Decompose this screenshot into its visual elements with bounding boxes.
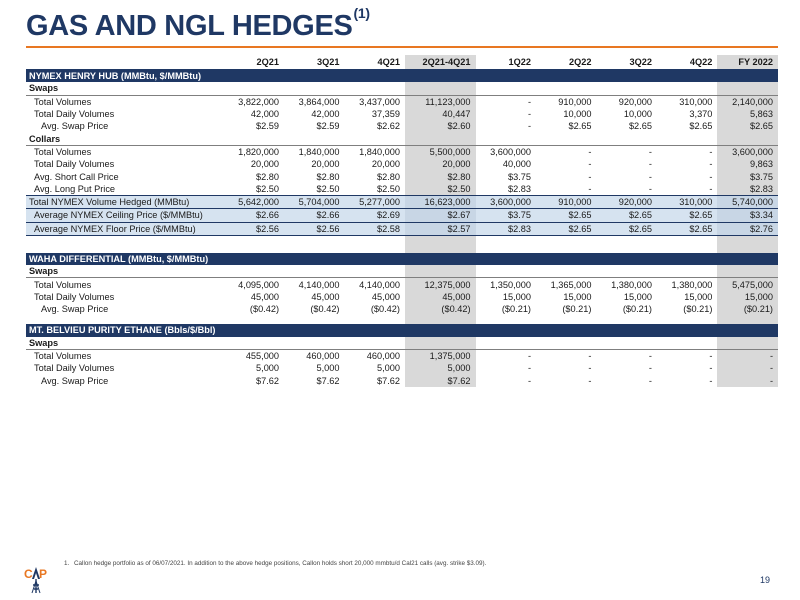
spacer-row: [26, 244, 778, 253]
cell-value: ($0.21): [717, 303, 778, 315]
gap-row: [26, 235, 778, 244]
cell-value: [657, 265, 717, 278]
data-row: [26, 291, 778, 303]
cell-value: -: [527, 109, 531, 120]
cell-value: -: [527, 375, 531, 386]
cell-value: [476, 265, 536, 278]
cell-value: -: [648, 363, 652, 374]
cell-value: [224, 244, 284, 253]
cell-value: [345, 315, 405, 324]
cell-value: [345, 337, 405, 350]
cell-value: [284, 82, 344, 95]
cell-value: $2.65: [536, 209, 596, 222]
cell-value: 15,000: [717, 291, 778, 303]
column-header: 3Q22: [596, 55, 656, 70]
row-label: [26, 235, 224, 244]
cell-value: $2.80: [405, 170, 476, 182]
cell-value: -: [709, 363, 713, 374]
cell-value: $2.56: [224, 222, 284, 235]
cell-value: [536, 244, 596, 253]
callon-logo-icon: [24, 565, 48, 595]
cell-value: [476, 235, 536, 244]
cell-value: 4,140,000: [359, 279, 400, 290]
cell-value: $2.67: [405, 209, 476, 222]
cell-value: 1,840,000: [359, 146, 400, 157]
cell-value: 460,000: [306, 351, 340, 362]
cell-value: [657, 82, 717, 95]
cell-value: -: [527, 121, 531, 132]
cell-value: 1,375,000: [405, 349, 476, 362]
data-row: [26, 362, 778, 374]
cell-value: 5,000: [316, 363, 340, 374]
cell-value: -: [588, 171, 592, 182]
cell-value: 42,000: [311, 109, 340, 120]
group-header-row: [26, 82, 778, 95]
data-row: [26, 95, 778, 108]
cell-value: -: [588, 375, 592, 386]
cell-value: -: [648, 351, 652, 362]
cell-value: 1,350,000: [490, 279, 531, 290]
column-header: 2Q21-4Q21: [405, 55, 476, 70]
row-label: Total NYMEX Volume Hedged (MMBtu): [26, 195, 224, 208]
cell-value: 3,370: [689, 109, 713, 120]
cell-value: 910,000: [558, 96, 592, 107]
row-label: Total Volumes: [34, 146, 92, 157]
cell-value: [345, 132, 405, 145]
row-label: Avg. Swap Price: [41, 121, 109, 132]
cell-value: $2.50: [316, 183, 340, 194]
cell-value: -: [648, 183, 652, 194]
cell-value: ($0.42): [249, 304, 280, 315]
cell-value: $2.56: [284, 222, 344, 235]
section-header: [26, 253, 778, 265]
total-row: [26, 195, 778, 208]
total-row: [26, 209, 778, 222]
cell-value: -: [648, 146, 652, 157]
cell-value: -: [527, 351, 531, 362]
hedges-table: [26, 55, 778, 387]
cell-value: $2.58: [345, 222, 405, 235]
cell-value: ($0.42): [310, 304, 340, 315]
data-row: [26, 349, 778, 362]
section-title: NYMEX HENRY HUB (MMBtu, $/MMBtu): [26, 70, 778, 83]
cell-value: 40,447: [405, 108, 476, 120]
cell-value: [596, 265, 656, 278]
cell-value: 3,600,000: [717, 145, 778, 158]
cell-value: $2.65: [657, 209, 717, 222]
cell-value: [284, 244, 344, 253]
column-header: FY 2022: [717, 55, 778, 70]
cell-value: -: [527, 363, 531, 374]
cell-value: 920,000: [596, 195, 656, 208]
column-header: 4Q21: [345, 55, 405, 70]
cell-value: $7.62: [376, 375, 400, 386]
cell-value: 37,359: [371, 109, 400, 120]
group-header-row: [26, 265, 778, 278]
cell-value: 5,500,000: [405, 145, 476, 158]
cell-value: ($0.42): [370, 304, 400, 315]
cell-value: $2.65: [717, 120, 778, 132]
cell-value: $2.65: [628, 121, 652, 132]
cell-value: [596, 82, 656, 95]
cell-value: 45,000: [311, 291, 340, 302]
cell-value: 310,000: [679, 96, 713, 107]
cell-value: $2.65: [536, 222, 596, 235]
cell-value: -: [527, 96, 531, 107]
cell-value: $7.62: [256, 375, 280, 386]
spacer-row: [26, 315, 778, 324]
cell-value: -: [588, 363, 592, 374]
cell-value: [224, 315, 284, 324]
row-label: Total Daily Volumes: [34, 109, 115, 120]
cell-value: [657, 132, 717, 145]
cell-value: 5,475,000: [717, 278, 778, 291]
cell-value: $2.62: [376, 121, 400, 132]
cell-value: 5,000: [376, 363, 400, 374]
cell-value: 5,000: [405, 362, 476, 374]
cell-value: 3,600,000: [476, 195, 536, 208]
data-row: [26, 145, 778, 158]
cell-value: [596, 132, 656, 145]
data-row: [26, 170, 778, 182]
cell-value: [476, 132, 536, 145]
cell-value: [345, 235, 405, 244]
cell-value: 42,000: [250, 109, 280, 120]
cell-value: 3,600,000: [490, 146, 531, 157]
cell-value: [224, 265, 284, 278]
svg-text:C: C: [24, 567, 33, 581]
cell-value: 3,437,000: [359, 96, 400, 107]
cell-value: [657, 315, 717, 324]
cell-value: [536, 337, 596, 350]
section-header: [26, 70, 778, 83]
cell-value: [405, 315, 476, 324]
footnote-text: Callon hedge portfolio as of 06/07/2021. In addition to the above hedge positions, Callon holds short 20,000 mmbtu/d Cal21 calls (avg. strike $3.09).: [74, 560, 487, 567]
cell-value: [536, 265, 596, 278]
column-header: 3Q21: [284, 55, 344, 70]
cell-value: -: [709, 171, 713, 182]
cell-value: [596, 315, 656, 324]
cell-value: 455,000: [245, 351, 280, 362]
cell-value: [717, 132, 778, 145]
cell-value: -: [588, 183, 592, 194]
row-label: [26, 244, 224, 253]
row-label: Total Daily Volumes: [34, 159, 115, 170]
row-label: Avg. Swap Price: [41, 375, 109, 386]
row-label: Swaps: [26, 82, 224, 95]
cell-value: $7.62: [316, 375, 340, 386]
cell-value: [476, 337, 536, 350]
cell-value: 15,000: [502, 291, 531, 302]
cell-value: [536, 315, 596, 324]
data-row: [26, 158, 778, 170]
row-label: Avg. Short Call Price: [34, 171, 119, 182]
cell-value: [405, 265, 476, 278]
cell-value: $2.83: [476, 222, 536, 235]
cell-value: [345, 265, 405, 278]
cell-value: 10,000: [623, 109, 652, 120]
cell-value: [717, 315, 778, 324]
cell-value: $2.80: [256, 171, 280, 182]
cell-value: 5,277,000: [345, 195, 405, 208]
data-row: [26, 183, 778, 196]
cell-value: [224, 337, 284, 350]
cell-value: 1,380,000: [611, 279, 652, 290]
cell-value: $2.80: [376, 171, 400, 182]
cell-value: $2.65: [596, 209, 656, 222]
cell-value: 1,820,000: [238, 146, 280, 157]
cell-value: -: [648, 375, 652, 386]
title-underline: [26, 46, 778, 48]
cell-value: [284, 337, 344, 350]
cell-value: 310,000: [657, 195, 717, 208]
cell-value: -: [648, 159, 652, 170]
cell-value: [476, 82, 536, 95]
page-title: GAS AND NGL HEDGES$^{(1)}$: [26, 5, 370, 42]
cell-value: ($0.21): [683, 304, 713, 315]
cell-value: [717, 244, 778, 253]
cell-value: $7.62: [405, 375, 476, 387]
row-label: Total Daily Volumes: [34, 291, 115, 302]
cell-value: $2.57: [405, 222, 476, 235]
cell-value: $2.59: [316, 121, 340, 132]
cell-value: 15,000: [563, 291, 592, 302]
cell-value: [345, 82, 405, 95]
cell-value: [596, 235, 656, 244]
cell-value: [476, 315, 536, 324]
cell-value: [345, 244, 405, 253]
cell-value: 9,863: [717, 158, 778, 170]
cell-value: ($0.21): [622, 304, 652, 315]
cell-value: [405, 244, 476, 253]
cell-value: [717, 337, 778, 350]
column-header-label: [26, 55, 224, 70]
cell-value: $2.76: [717, 222, 778, 235]
cell-value: 1,380,000: [671, 279, 713, 290]
cell-value: [476, 244, 536, 253]
cell-value: $2.50: [256, 183, 280, 194]
row-label: [26, 315, 224, 324]
cell-value: 920,000: [618, 96, 652, 107]
cell-value: $2.59: [256, 121, 280, 132]
cell-value: 5,642,000: [224, 195, 284, 208]
cell-value: [284, 132, 344, 145]
cell-value: -: [709, 351, 713, 362]
cell-value: 460,000: [366, 351, 400, 362]
cell-value: 3,822,000: [238, 96, 280, 107]
group-header-row: [26, 337, 778, 350]
cell-value: 20,000: [371, 159, 400, 170]
cell-value: $2.50: [405, 183, 476, 196]
cell-value: 20,000: [311, 159, 340, 170]
cell-value: [405, 132, 476, 145]
cell-value: ($0.21): [501, 304, 531, 315]
cell-value: [657, 235, 717, 244]
cell-value: [536, 235, 596, 244]
cell-value: [284, 235, 344, 244]
cell-value: 2,140,000: [717, 95, 778, 108]
cell-value: -: [717, 362, 778, 374]
row-label: Total Volumes: [34, 279, 92, 290]
cell-value: -: [588, 159, 592, 170]
svg-text:P: P: [39, 567, 48, 581]
cell-value: [405, 235, 476, 244]
cell-value: 16,623,000: [405, 195, 476, 208]
data-row: [26, 108, 778, 120]
cell-value: -: [588, 351, 592, 362]
cell-value: ($0.42): [405, 303, 476, 315]
cell-value: [284, 265, 344, 278]
data-row: [26, 278, 778, 291]
cell-value: [405, 337, 476, 350]
cell-value: -: [709, 183, 713, 194]
data-row: [26, 375, 778, 387]
cell-value: [657, 337, 717, 350]
cell-value: 5,863: [717, 108, 778, 120]
row-label: Swaps: [26, 265, 224, 278]
cell-value: $2.65: [689, 121, 713, 132]
cell-value: 5,740,000: [717, 195, 778, 208]
row-label: Avg. Long Put Price: [34, 183, 116, 194]
cell-value: $2.60: [405, 120, 476, 132]
row-label: Average NYMEX Ceiling Price ($/MMBtu): [26, 209, 224, 222]
cell-value: 910,000: [536, 195, 596, 208]
column-header: 1Q22: [476, 55, 536, 70]
cell-value: ($0.21): [562, 304, 592, 315]
cell-value: [717, 265, 778, 278]
row-label: Total Daily Volumes: [34, 363, 115, 374]
cell-value: 1,840,000: [298, 146, 340, 157]
cell-value: 20,000: [250, 159, 280, 170]
cell-value: 45,000: [250, 291, 280, 302]
cell-value: 5,704,000: [284, 195, 344, 208]
page-number: 19: [760, 575, 771, 585]
data-row: [26, 303, 778, 315]
cell-value: $2.83: [717, 183, 778, 196]
cell-value: 5,000: [256, 363, 280, 374]
cell-value: $2.66: [224, 209, 284, 222]
cell-value: -: [717, 375, 778, 387]
cell-value: -: [709, 146, 713, 157]
cell-value: 3,864,000: [298, 96, 340, 107]
cell-value: -: [588, 146, 592, 157]
cell-value: $2.80: [316, 171, 340, 182]
cell-value: [536, 132, 596, 145]
title-footnote-marker: (1): [353, 5, 370, 22]
cell-value: $3.34: [717, 209, 778, 222]
cell-value: $2.50: [376, 183, 400, 194]
cell-value: [536, 82, 596, 95]
cell-value: [657, 244, 717, 253]
column-header: 2Q21: [224, 55, 284, 70]
cell-value: $2.65: [596, 222, 656, 235]
cell-value: $3.75: [508, 171, 531, 182]
cell-value: $2.83: [508, 183, 531, 194]
row-label: Avg. Swap Price: [41, 304, 109, 315]
cell-value: [596, 337, 656, 350]
cell-value: 12,375,000: [405, 278, 476, 291]
cell-value: 45,000: [371, 291, 400, 302]
column-header: 2Q22: [536, 55, 596, 70]
column-header-row: [26, 55, 778, 70]
cell-value: [224, 82, 284, 95]
cell-value: 45,000: [405, 291, 476, 303]
cell-value: [717, 235, 778, 244]
cell-value: [224, 235, 284, 244]
row-label: Swaps: [26, 337, 224, 350]
section-title: WAHA DIFFERENTIAL (MMBtu, $/MMBtu): [26, 253, 778, 265]
row-label: Average NYMEX Floor Price ($/MMBtu): [26, 222, 224, 235]
cell-value: 4,140,000: [298, 279, 340, 290]
cell-value: -: [648, 171, 652, 182]
cell-value: 1,365,000: [550, 279, 592, 290]
section-header: [26, 324, 778, 336]
cell-value: [405, 82, 476, 95]
footnote-number: 1.: [64, 560, 70, 567]
cell-value: $2.69: [345, 209, 405, 222]
cell-value: -: [709, 159, 713, 170]
row-label: Collars: [26, 132, 224, 145]
cell-value: 40,000: [502, 159, 531, 170]
cell-value: $2.65: [568, 121, 592, 132]
cell-value: [596, 244, 656, 253]
cell-value: 11,123,000: [405, 95, 476, 108]
data-row: [26, 120, 778, 132]
cell-value: 20,000: [405, 158, 476, 170]
total-row: [26, 222, 778, 235]
row-label: Total Volumes: [34, 351, 92, 362]
section-title: MT. BELVIEU PURITY ETHANE (Bbls/$/Bbl): [26, 324, 778, 336]
cell-value: $3.75: [476, 209, 536, 222]
group-header-row: [26, 132, 778, 145]
cell-value: 4,095,000: [238, 279, 280, 290]
cell-value: 10,000: [563, 109, 592, 120]
cell-value: 15,000: [684, 291, 713, 302]
footnote: [64, 560, 487, 567]
column-header: 4Q22: [657, 55, 717, 70]
cell-value: [717, 82, 778, 95]
cell-value: [284, 315, 344, 324]
cell-value: $2.65: [657, 222, 717, 235]
cell-value: [224, 132, 284, 145]
cell-value: $3.75: [717, 170, 778, 182]
row-label: Total Volumes: [34, 96, 92, 107]
cell-value: -: [717, 349, 778, 362]
cell-value: -: [709, 375, 713, 386]
cell-value: $2.66: [284, 209, 344, 222]
cell-value: 15,000: [623, 291, 652, 302]
